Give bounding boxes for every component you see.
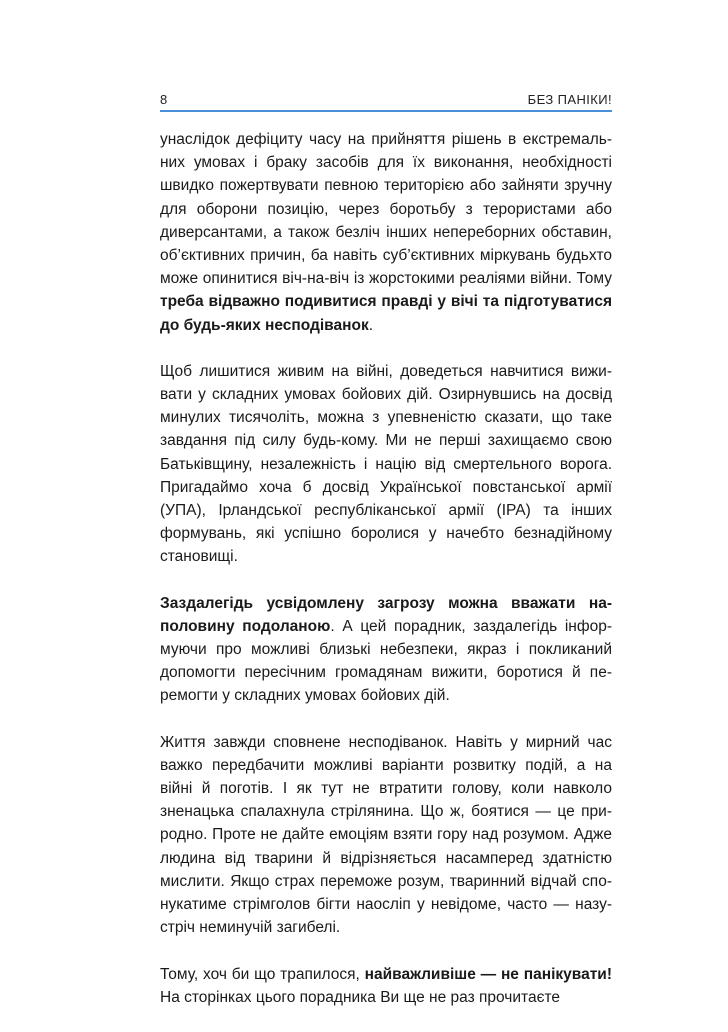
paragraph-5-part-3: На сторінках цього порадника Ви ще не раз прочитаєте bbox=[160, 988, 561, 1006]
paragraph-1-emphasis: треба відважно подивитися правді у вічі та підготуватися до будь-яких несподіванок bbox=[160, 293, 612, 334]
page-header bbox=[160, 92, 612, 112]
page-number: 8 bbox=[160, 92, 168, 107]
body-text bbox=[160, 128, 612, 1032]
paragraph-1-part-3: . bbox=[368, 316, 374, 334]
paragraph-3-part-2: . А цей порадник, заздалегідь інформуючи про можливі близькі небезпеки, якраз і покликаний допомогти пересічним громадянам вижити, боротися й перемогти у складних умовах бойових дій. bbox=[160, 617, 613, 705]
paragraph-2 bbox=[160, 360, 612, 569]
paragraph-5-emphasis: найважливіше — не панікувати! bbox=[364, 965, 612, 983]
paragraph-3 bbox=[160, 592, 612, 708]
paragraph-1-part-1: унаслідок дефіциту часу на прийняття рішень в екстремальних умовах і браку засобів для їх виконання, необхідності швидко пожертвувати певною територією або зайняти зручну для оборони позицію, через боротьбу з терористами або диверсантами, а також безліч інших непереборних обставин, об’єктивних причин, ба навіть суб’єктивних міркувань будьхто може опинитися віч-на-віч із жорстокими реаліями війни. Тому bbox=[160, 131, 612, 288]
paragraph-4 bbox=[160, 731, 612, 940]
paragraph-1 bbox=[160, 128, 612, 337]
running-title: БЕЗ ПАНІКИ! bbox=[527, 92, 612, 107]
paragraph-5 bbox=[160, 963, 612, 1009]
paragraph-2-part-1: Щоб лишитися живим на війні, доведеться навчитися виживати у складних умовах бойових дій. Озирнувшись на досвід минулих тисячоліть, можна з упевненістю сказати, що таке завдання під силу будь-кому. Ми не перші захищаємо свою Батьківщину, незалежність і націю від смертельного ворога. Пригадаймо хоча б досвід Української повстанської армії (УПА), Ірландської республіканської армії (ІРА) та інших формувань, які успішно боролися у начебто безнадійному становищі. bbox=[160, 362, 612, 566]
paragraph-3-emphasis: Заздалегідь усвідомлену загрозу можна вважати наполовину подоланою bbox=[160, 594, 612, 635]
header-rule bbox=[160, 110, 612, 112]
paragraph-4-part-1: Життя завжди сповнене несподіванок. Навіть у мирний час важко передбачити можливі варіанти розвитку подій, а на війні й поготів. І як тут не втратити голову, коли навколо зненацька спалахнула стрілянина. Що ж, боятися — це природно. Проте не дайте емоціям взяти гору над розумом. Адже людина від тварини й відрізняється насамперед здатністю мислити. Якщо страх переможе розум, тваринний відчай спонукатиме стрімголов бігти наосліп у невідоме, часто — назустріч неминучій загибелі. bbox=[160, 733, 612, 937]
paragraph-5-part-1: Тому, хоч би що трапилося, bbox=[160, 965, 365, 983]
